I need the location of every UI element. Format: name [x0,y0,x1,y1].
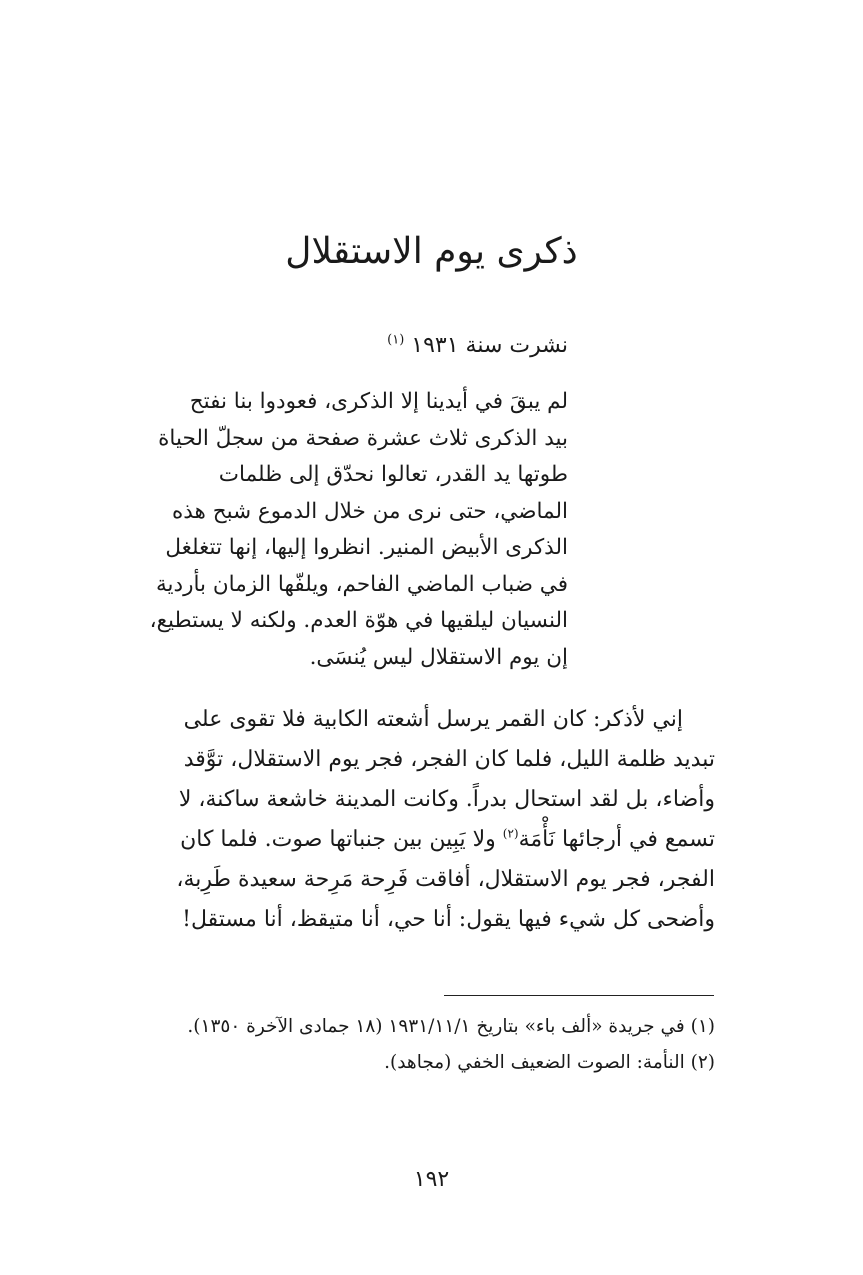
prose-line-end: ولا يَبِين بين جنباتها صوت. فلما كان [180,827,503,852]
poem-line: في ضباب الماضي الفاحم، ويلفّها الزمان بأردية [156,571,568,597]
footnotes [135,1010,715,1080]
publication-note-text: نشرت سنة ١٩٣١ [411,333,568,358]
footnote-marker-2: (٢) [502,826,519,841]
prose-line: الفجر، فجر يوم الاستقلال، أفاقت فَرِحة مَرِحة سعيدة طَرِبة، [176,867,715,892]
prose-line-start: تسمع في أرجائها نَأْمَة [518,827,715,852]
prose-line: إني لأذكر: كان القمر يرسل أشعته الكابية فلا تقوى على [183,707,683,732]
prose-line: وأضاء، بل لقد استحال بدراً. وكانت المدينة خاشعة ساكنة، لا [178,787,715,812]
poem-line: الماضي، حتى نرى من خلال الدموع شبح هذه [172,498,568,524]
page-title: ذكرى يوم الاستقلال [285,231,578,272]
publication-note [387,326,568,366]
page-number: ١٩٢ [413,1167,450,1192]
footnote-2: (٢) النأمة: الصوت الضعيف الخفي (مجاهد). [384,1052,715,1073]
poem-line: الذكرى الأبيض المنير. انظروا إليها، إنها تتغلغل [165,535,568,560]
poem-line: لم يبقَ في أيدينا إلا الذكرى، فعودوا بنا نفتح [189,389,568,414]
footnote-marker-1: (١) [387,332,405,348]
poem-line: النسيان ليلقيها في هوّة العدم. ولكنه لا يستطيع، [149,608,568,633]
prose-line: تبديد ظلمة الليل، فلما كان الفجر، فجر يوم الاستقلال، توَّقد [183,747,715,772]
footnote-separator [444,995,714,996]
poem-paragraph [148,384,568,676]
prose-paragraph [145,700,715,940]
prose-line [145,820,715,860]
poem-line: بيد الذكرى ثلاث عشرة صفحة من سجلّ الحياة [158,425,568,451]
poem-line: طوتها يد القدر، تعالوا نحدّق إلى ظلمات [218,462,568,487]
prose-line: وأضحى كل شيء فيها يقول: أنا حي، أنا متيقظ، أنا مستقل! [182,907,715,932]
footnote-1: (١) في جريدة «ألف باء» بتاريخ ١٩٣١/١١/١ (١٨ جمادى الآخرة ١٣٥٠). [187,1016,715,1037]
poem-line: إن يوم الاستقلال ليس يُنسَى. [309,644,568,670]
